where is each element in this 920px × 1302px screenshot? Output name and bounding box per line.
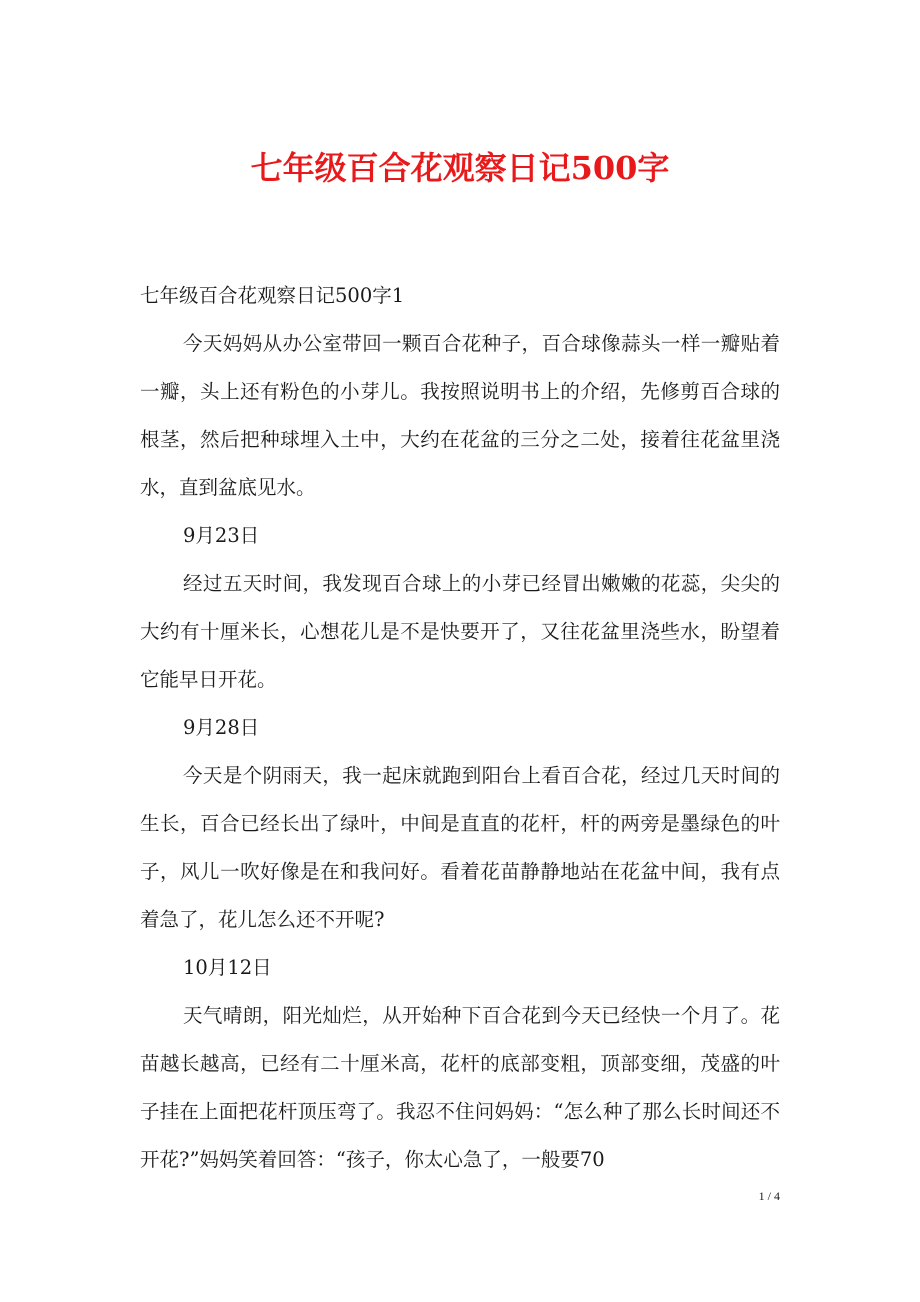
paragraph-heading: 七年级百合花观察日记500字1 xyxy=(140,284,405,307)
date-heading: 10月12日 xyxy=(183,956,272,979)
paragraph: 经过五天时间，我发现百合球上的小芽已经冒出嫩嫩的花蕊，尖尖的大约有十厘米长，心想花儿是不是快要开了，又往花盆里浇些水，盼望着它能早日开花。 xyxy=(140,572,780,691)
page-number: 1 / 4 xyxy=(758,1189,780,1203)
paragraph: 天气晴朗，阳光灿烂，从开始种下百合花到今天已经快一个月了。花苗越长越高，已经有二十厘米高，花杆的底部变粗，顶部变细，茂盛的叶子挂在上面把花杆顶压弯了。我忍不住问妈妈：“怎么种了那么长时间还不开花?”妈妈笑着回答：“孩子，你太心急了，一般要70 xyxy=(140,1004,780,1171)
date-heading: 9月23日 xyxy=(183,524,260,547)
document-body xyxy=(140,272,780,1184)
document-title: 七年级百合花观察日记500字 xyxy=(250,149,670,187)
paragraph: 今天是个阴雨天，我一起床就跑到阳台上看百合花，经过几天时间的生长，百合已经长出了绿叶，中间是直直的花杆，杆的两旁是墨绿色的叶子，风儿一吹好像是在和我问好。看着花苗静静地站在花盆中间，我有点着急了，花儿怎么还不开呢? xyxy=(140,764,780,931)
date-heading: 9月28日 xyxy=(183,716,260,739)
paragraph: 今天妈妈从办公室带回一颗百合花种子，百合球像蒜头一样一瓣贴着一瓣，头上还有粉色的小芽儿。我按照说明书上的介绍，先修剪百合球的根茎，然后把种球埋入土中，大约在花盆的三分之二处，接着往花盆里浇水，直到盆底见水。 xyxy=(140,332,780,499)
